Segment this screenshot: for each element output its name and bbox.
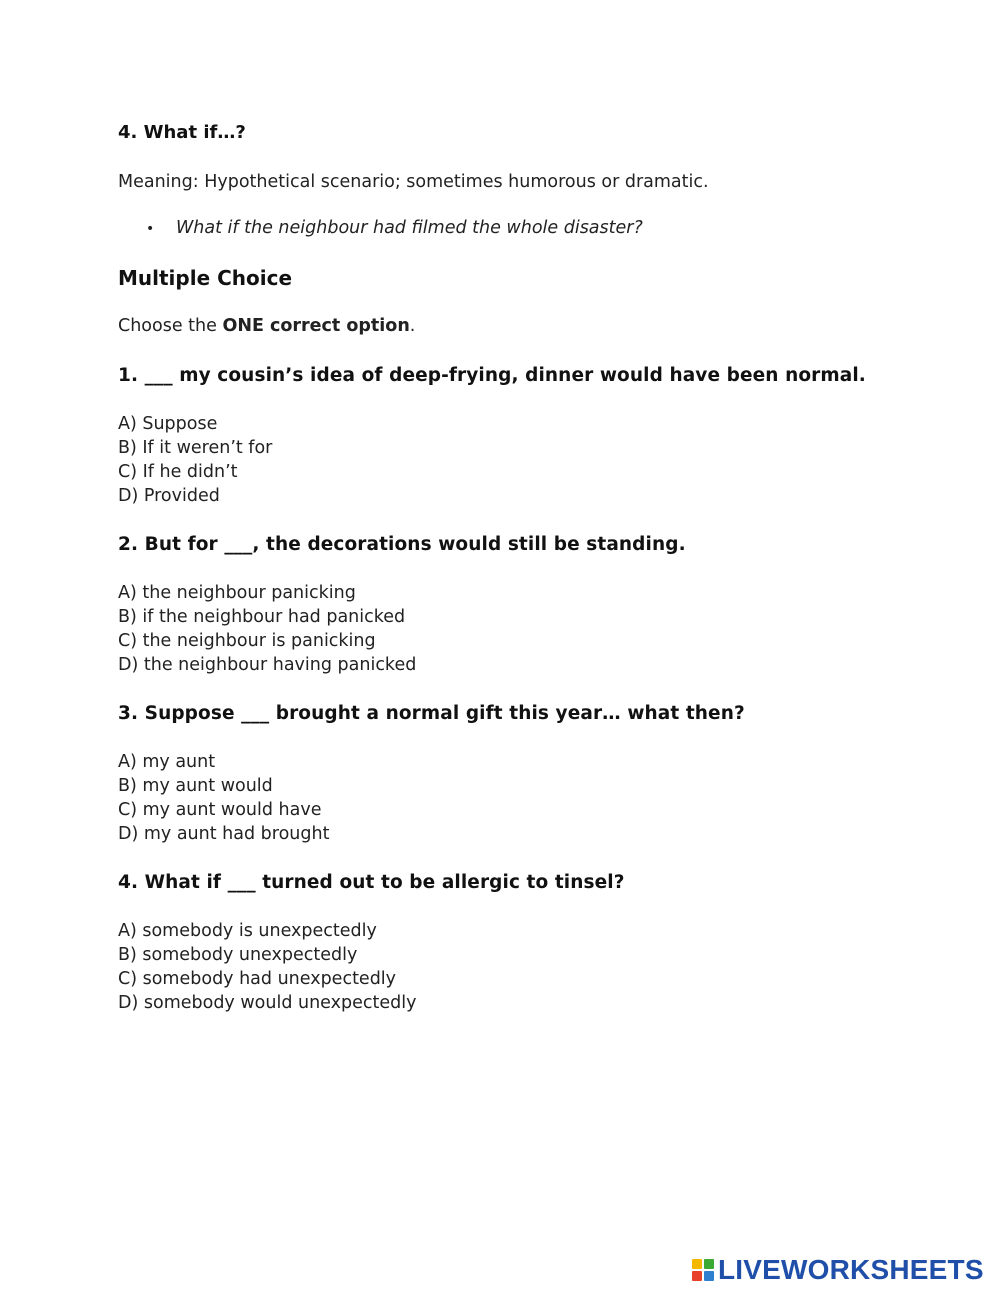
option-a: A) my aunt bbox=[118, 752, 216, 772]
option-c: C) If he didn’t bbox=[118, 462, 238, 482]
option-d: D) the neighbour having panicked bbox=[118, 655, 417, 675]
option-c: C) the neighbour is panicking bbox=[118, 631, 376, 651]
question-1-options bbox=[118, 412, 272, 508]
option-b: B) somebody unexpectedly bbox=[118, 945, 358, 965]
multiple-choice-heading: Multiple Choice bbox=[118, 266, 293, 290]
option-c: C) my aunt would have bbox=[118, 800, 322, 820]
meaning-text: Meaning: Hypothetical scenario; sometimes humorous or dramatic. bbox=[118, 172, 709, 192]
option-c: C) somebody had unexpectedly bbox=[118, 969, 397, 989]
question-2: 2. But for ___, the decorations would still be standing. bbox=[118, 534, 686, 555]
option-d: D) somebody would unexpectedly bbox=[118, 993, 417, 1013]
example-sentence: What if the neighbour had filmed the whole disaster? bbox=[176, 218, 643, 238]
question-3-options bbox=[118, 750, 329, 846]
liveworksheets-logo bbox=[692, 1254, 984, 1286]
logo-text: LIVEWORKSHEETS bbox=[718, 1254, 984, 1285]
instruction-suffix: . bbox=[409, 316, 416, 336]
instruction-prefix: Choose the bbox=[118, 316, 223, 336]
option-a: A) Suppose bbox=[118, 414, 218, 434]
question-4: 4. What if ___ turned out to be allergic to tinsel? bbox=[118, 872, 625, 893]
question-4-options bbox=[118, 919, 416, 1015]
option-b: B) If it weren’t for bbox=[118, 438, 273, 458]
option-b: B) my aunt would bbox=[118, 776, 273, 796]
option-b: B) if the neighbour had panicked bbox=[118, 607, 406, 627]
option-a: A) somebody is unexpectedly bbox=[118, 921, 377, 941]
option-d: D) my aunt had brought bbox=[118, 824, 330, 844]
instruction-text bbox=[118, 316, 415, 336]
instruction-bold: ONE correct option bbox=[222, 316, 410, 336]
question-3: 3. Suppose ___ brought a normal gift this year… what then? bbox=[118, 703, 745, 724]
section-heading: 4. What if…? bbox=[118, 122, 246, 143]
bullet-icon: • bbox=[146, 221, 155, 237]
question-2-options bbox=[118, 581, 416, 677]
option-a: A) the neighbour panicking bbox=[118, 583, 356, 603]
option-d: D) Provided bbox=[118, 486, 220, 506]
question-1: 1. ___ my cousin’s idea of deep-frying, dinner would have been normal. bbox=[118, 365, 866, 386]
logo-tiles-icon bbox=[692, 1259, 714, 1281]
